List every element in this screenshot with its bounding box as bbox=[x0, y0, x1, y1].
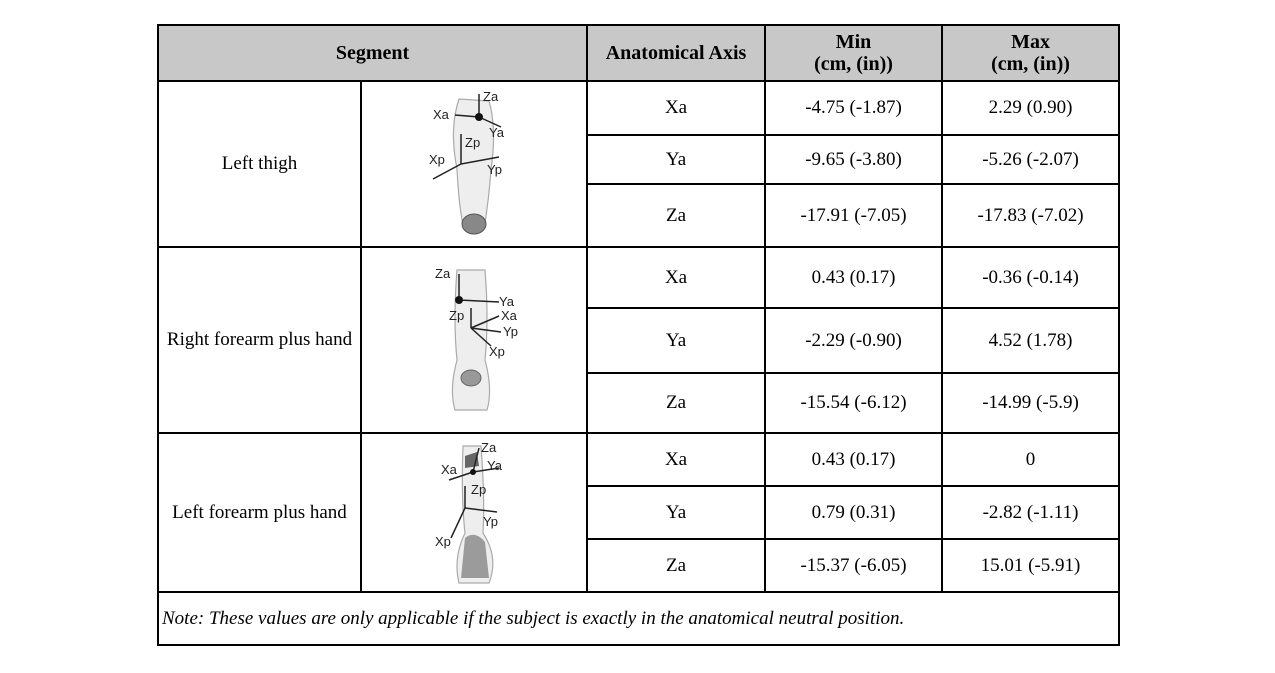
diagram-label: Za bbox=[435, 266, 451, 281]
axis-cell: Ya bbox=[587, 308, 765, 373]
table-row bbox=[158, 81, 1119, 135]
min-cell: -17.91 (-7.05) bbox=[765, 184, 942, 247]
left-thigh-diagram-icon bbox=[419, 89, 529, 239]
max-cell: 0 bbox=[942, 433, 1119, 486]
min-cell: 0.43 (0.17) bbox=[765, 433, 942, 486]
table-row bbox=[158, 433, 1119, 486]
header-max-label: Max bbox=[1011, 31, 1050, 53]
table-note: Note: These values are only applicable if the subject is exactly in the anatomical neutral position. bbox=[158, 592, 1119, 645]
max-cell: -0.36 (-0.14) bbox=[942, 247, 1119, 308]
min-cell: -15.54 (-6.12) bbox=[765, 373, 942, 433]
header-min-label: Min bbox=[835, 31, 872, 53]
header-anatomical-axis: Anatomical Axis bbox=[587, 25, 765, 81]
diagram-label: Xp bbox=[435, 533, 451, 549]
segment-axis-table bbox=[157, 24, 1120, 646]
axis-cell: Ya bbox=[587, 135, 765, 184]
diagram-label: Zp bbox=[465, 135, 481, 150]
diagram-label: Za bbox=[481, 439, 497, 455]
header-segment: Segment bbox=[158, 25, 587, 81]
axis-cell: Xa bbox=[587, 247, 765, 308]
axis-cell: Za bbox=[587, 184, 765, 247]
max-cell: -17.83 (-7.02) bbox=[942, 184, 1119, 247]
min-cell: -9.65 (-3.80) bbox=[765, 135, 942, 184]
segment-name-left-thigh: Left thigh bbox=[158, 81, 361, 247]
min-cell: -4.75 (-1.87) bbox=[765, 81, 942, 135]
max-cell: 15.01 (-5.91) bbox=[942, 539, 1119, 592]
segment-name-left-forearm: Left forearm plus hand bbox=[158, 433, 361, 592]
min-cell: -2.29 (-0.90) bbox=[765, 308, 942, 373]
axis-cell: Xa bbox=[587, 81, 765, 135]
diagram-label: Yp bbox=[487, 162, 502, 177]
diagram-label: Yp bbox=[483, 513, 498, 529]
diagram-label: Xa bbox=[433, 107, 449, 122]
max-cell: -14.99 (-5.9) bbox=[942, 373, 1119, 433]
diagram-label: Zp bbox=[449, 308, 465, 323]
diagram-label: Yp bbox=[503, 324, 518, 339]
axis-cell: Za bbox=[587, 373, 765, 433]
right-forearm-diagram-icon bbox=[419, 260, 529, 420]
min-cell: -15.37 (-6.05) bbox=[765, 539, 942, 592]
note-row bbox=[158, 592, 1119, 645]
max-cell: 4.52 (1.78) bbox=[942, 308, 1119, 373]
left-forearm-diagram-icon bbox=[419, 438, 529, 588]
axis-cell: Ya bbox=[587, 486, 765, 539]
header-min-unit: (cm, (in)) bbox=[814, 53, 893, 75]
max-cell: 2.29 (0.90) bbox=[942, 81, 1119, 135]
axis-cell: Za bbox=[587, 539, 765, 592]
diagram-label: Ya bbox=[489, 125, 504, 140]
diagram-label: Xa bbox=[441, 461, 457, 477]
min-cell: 0.43 (0.17) bbox=[765, 247, 942, 308]
diagram-label: Za bbox=[483, 89, 499, 104]
table-row bbox=[158, 247, 1119, 308]
diagram-label: Zp bbox=[471, 481, 487, 497]
max-cell: -2.82 (-1.11) bbox=[942, 486, 1119, 539]
segment-diagram-cell bbox=[361, 247, 587, 433]
header-max-unit: (cm, (in)) bbox=[991, 53, 1070, 75]
header-max bbox=[942, 25, 1119, 81]
min-cell: 0.79 (0.31) bbox=[765, 486, 942, 539]
max-cell: -5.26 (-2.07) bbox=[942, 135, 1119, 184]
diagram-label: Ya bbox=[499, 294, 514, 309]
diagram-label: Ya bbox=[487, 457, 502, 473]
diagram-label: Xp bbox=[429, 152, 445, 167]
diagram-label: Xp bbox=[489, 344, 505, 359]
segment-diagram-cell bbox=[361, 81, 587, 247]
header-min bbox=[765, 25, 942, 81]
segment-diagram-cell bbox=[361, 433, 587, 592]
diagram-label: Xa bbox=[501, 308, 517, 323]
axis-cell: Xa bbox=[587, 433, 765, 486]
header-row bbox=[158, 25, 1119, 81]
segment-name-right-forearm: Right forearm plus hand bbox=[158, 247, 361, 433]
